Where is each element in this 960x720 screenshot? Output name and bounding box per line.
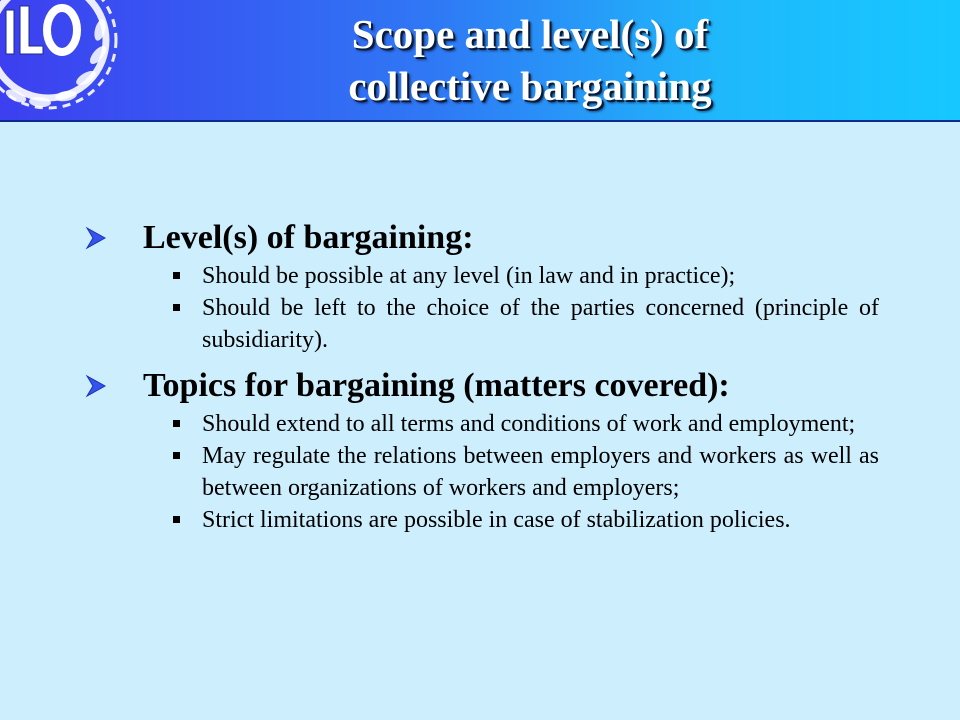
arrow-bullet-icon	[84, 226, 108, 250]
list-item-text: Strict limitations are possible in case of stabilization policies.	[202, 507, 791, 533]
slide-title	[140, 8, 920, 112]
list-item	[0, 292, 960, 356]
slide-header	[0, 0, 960, 122]
list-item-text: Should extend to all terms and conditions of work and employment;	[202, 411, 856, 437]
square-bullet-icon	[173, 420, 180, 427]
title-line-2: collective bargaining	[348, 63, 712, 109]
section-heading: Topics for bargaining (matters covered):	[143, 367, 730, 404]
bullet-list	[0, 260, 960, 356]
slide-content	[0, 120, 960, 720]
title-line-1: Scope and level(s) of	[351, 11, 709, 57]
list-item-text: Should be left to the choice of the parties concerned (principle of subsidiarity).	[202, 295, 879, 353]
arrow-bullet-icon	[84, 374, 108, 398]
list-item-text: May regulate the relations between employers and workers as well as between organizations of workers and employers;	[202, 443, 879, 501]
bullet-list	[0, 408, 960, 536]
list-item-text: Should be possible at any level (in law and in practice);	[202, 263, 736, 289]
section-heading: Level(s) of bargaining:	[143, 219, 474, 256]
list-item	[0, 504, 960, 536]
square-bullet-icon	[173, 516, 180, 523]
square-bullet-icon	[173, 304, 180, 311]
list-item	[0, 440, 960, 504]
ilo-logo-icon	[0, 0, 130, 118]
list-item	[0, 408, 960, 440]
list-item	[0, 260, 960, 292]
square-bullet-icon	[173, 272, 180, 279]
square-bullet-icon	[173, 452, 180, 459]
